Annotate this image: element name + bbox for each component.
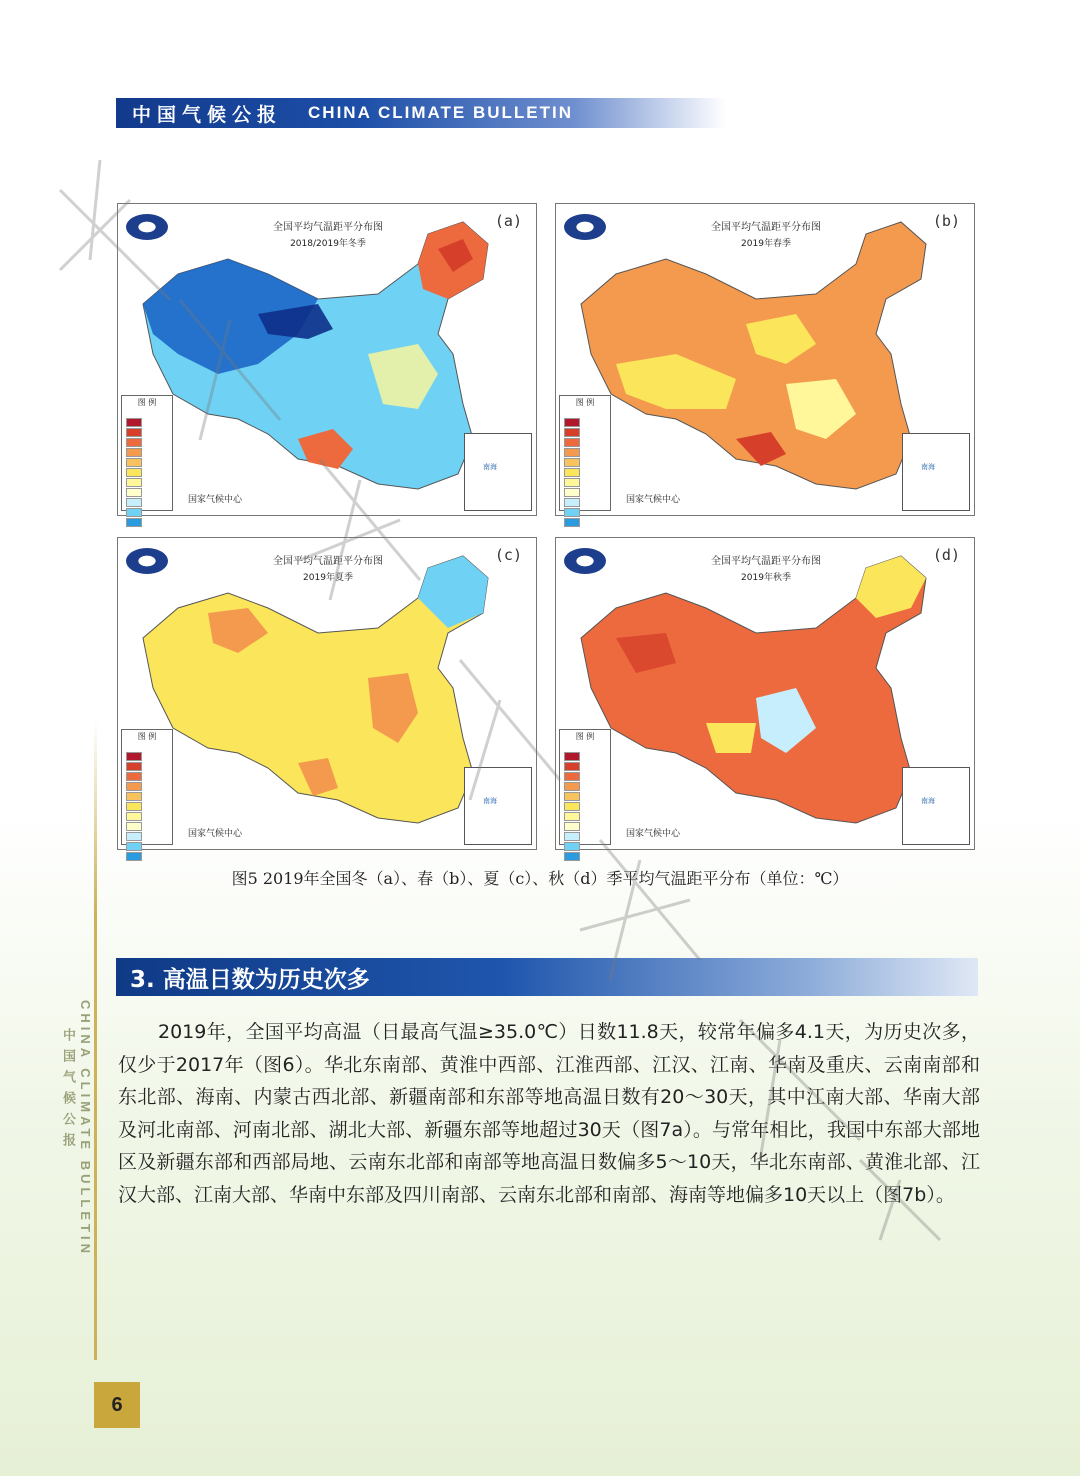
map-panel-winter — [117, 203, 537, 516]
legend-swatch — [564, 448, 580, 457]
sidebar-en: CHINA CLIMATE BULLETIN — [78, 1000, 93, 1257]
legend-title: 图 例 — [137, 398, 157, 407]
legend-swatch — [126, 822, 142, 831]
header-band — [116, 98, 726, 128]
map-credit: 国家气候中心 — [188, 829, 243, 839]
header-title-cn: 中国气候公报 — [132, 103, 283, 126]
sidebar-rule — [94, 720, 97, 1360]
map-legend — [559, 729, 611, 845]
legend-swatch — [126, 508, 142, 517]
legend-title: 图 例 — [575, 732, 595, 741]
south-china-sea-inset — [464, 433, 532, 511]
body-paragraph: 2019年，全国平均高温（日最高气温≥35.0℃）日数11.8天，较常年偏多4.1天，为历史次多，仅少于2017年（图6）。华北东南部、黄淮中西部、江淮西部、江汉、江南、华南及重庆、云南南部和东北部、海南、内蒙古西北部、新疆南部和东部等地高温日数有20～30天，其中江南大部、华南大部及河北南部、河南北部、湖北大部、新疆东部等地超过30天（图7a）。与常年相比，我国中东部大部地区及新疆东部和西部局地、云南东北部和南部等地高温日数偏多5～10天，华北东南部、黄淮北部、江汉大部、江南大部、华南中东部及四川南部、云南东北部和南部、海南等地偏多10天以上（图7b）。 — [118, 1021, 980, 1206]
legend-swatch — [564, 802, 580, 811]
map-panel-summer — [117, 537, 537, 850]
map-legend — [121, 395, 173, 511]
legend-swatch — [126, 428, 142, 437]
map-legend — [121, 729, 173, 845]
legend-swatch — [564, 478, 580, 487]
legend-swatch — [126, 782, 142, 791]
legend-swatch — [564, 418, 580, 427]
map-title: 全国平均气温距平分布图 — [273, 222, 383, 233]
map-panel-spring — [555, 203, 975, 516]
header-title-en: CHINA CLIMATE BULLETIN — [308, 103, 573, 122]
legend-swatch — [564, 518, 580, 527]
legend-swatch — [564, 762, 580, 771]
map-subtitle: 2018/2019年冬季 — [290, 239, 366, 249]
legend-swatch — [564, 782, 580, 791]
legend-swatch — [564, 772, 580, 781]
legend-swatch — [126, 518, 142, 527]
legend-swatch — [564, 458, 580, 467]
inset-label: 南海 — [483, 797, 497, 805]
sidebar-cn: 中国气候公报 — [61, 1028, 76, 1154]
figure-caption: 图5 2019年全国冬（a）、春（b）、夏（c）、秋（d）季平均气温距平分布（单位：℃） — [231, 869, 849, 888]
legend-title: 图 例 — [575, 398, 595, 407]
legend-swatch — [564, 792, 580, 801]
map-subtitle: 2019年秋季 — [741, 573, 791, 583]
legend-swatch — [126, 752, 142, 761]
legend-swatch — [126, 498, 142, 507]
legend-swatch — [126, 832, 142, 841]
legend-swatches — [564, 752, 580, 862]
legend-swatch — [126, 852, 142, 861]
section-heading — [116, 958, 978, 996]
legend-swatch — [564, 498, 580, 507]
legend-swatch — [564, 822, 580, 831]
legend-swatch — [126, 842, 142, 851]
map-letter: (c) — [494, 546, 522, 564]
map-subtitle: 2019年夏季 — [303, 573, 353, 583]
legend-swatch — [126, 448, 142, 457]
map-subtitle: 2019年春季 — [741, 239, 791, 249]
map-letter: (b) — [932, 212, 960, 230]
legend-swatches — [126, 418, 142, 528]
legend-swatch — [126, 418, 142, 427]
map-title: 全国平均气温距平分布图 — [711, 556, 821, 567]
sidebar-text — [61, 1000, 93, 1257]
legend-swatch — [126, 438, 142, 447]
legend-swatch — [126, 812, 142, 821]
south-china-sea-inset — [902, 767, 970, 845]
legend-swatch — [564, 812, 580, 821]
inset-label: 南海 — [483, 463, 497, 471]
south-china-sea-inset — [464, 767, 532, 845]
legend-swatch — [126, 792, 142, 801]
south-china-sea-inset — [902, 433, 970, 511]
legend-title: 图 例 — [137, 732, 157, 741]
map-credit: 国家气候中心 — [188, 495, 243, 505]
legend-swatch — [564, 508, 580, 517]
legend-swatch — [564, 752, 580, 761]
legend-swatch — [126, 802, 142, 811]
legend-swatch — [126, 772, 142, 781]
map-credit: 国家气候中心 — [626, 495, 681, 505]
legend-swatch — [564, 488, 580, 497]
legend-swatch — [564, 468, 580, 477]
legend-swatch — [126, 458, 142, 467]
legend-swatch — [126, 488, 142, 497]
inset-label: 南海 — [921, 797, 935, 805]
map-title: 全国平均气温距平分布图 — [711, 222, 821, 233]
legend-swatches — [564, 418, 580, 528]
map-credit: 国家气候中心 — [626, 829, 681, 839]
section-title: 3. 高温日数为历史次多 — [130, 966, 370, 993]
inset-label: 南海 — [921, 463, 935, 471]
map-title: 全国平均气温距平分布图 — [273, 556, 383, 567]
legend-swatch — [126, 468, 142, 477]
legend-swatch — [564, 852, 580, 861]
legend-swatch — [126, 478, 142, 487]
map-letter: (a) — [494, 212, 522, 230]
map-letter: (d) — [932, 546, 960, 564]
legend-swatch — [564, 438, 580, 447]
legend-swatch — [564, 842, 580, 851]
map-legend — [559, 395, 611, 511]
legend-swatch — [126, 762, 142, 771]
map-panel-autumn — [555, 537, 975, 850]
legend-swatches — [126, 752, 142, 862]
page-number: 6 — [94, 1382, 140, 1428]
legend-swatch — [564, 428, 580, 437]
legend-swatch — [564, 832, 580, 841]
